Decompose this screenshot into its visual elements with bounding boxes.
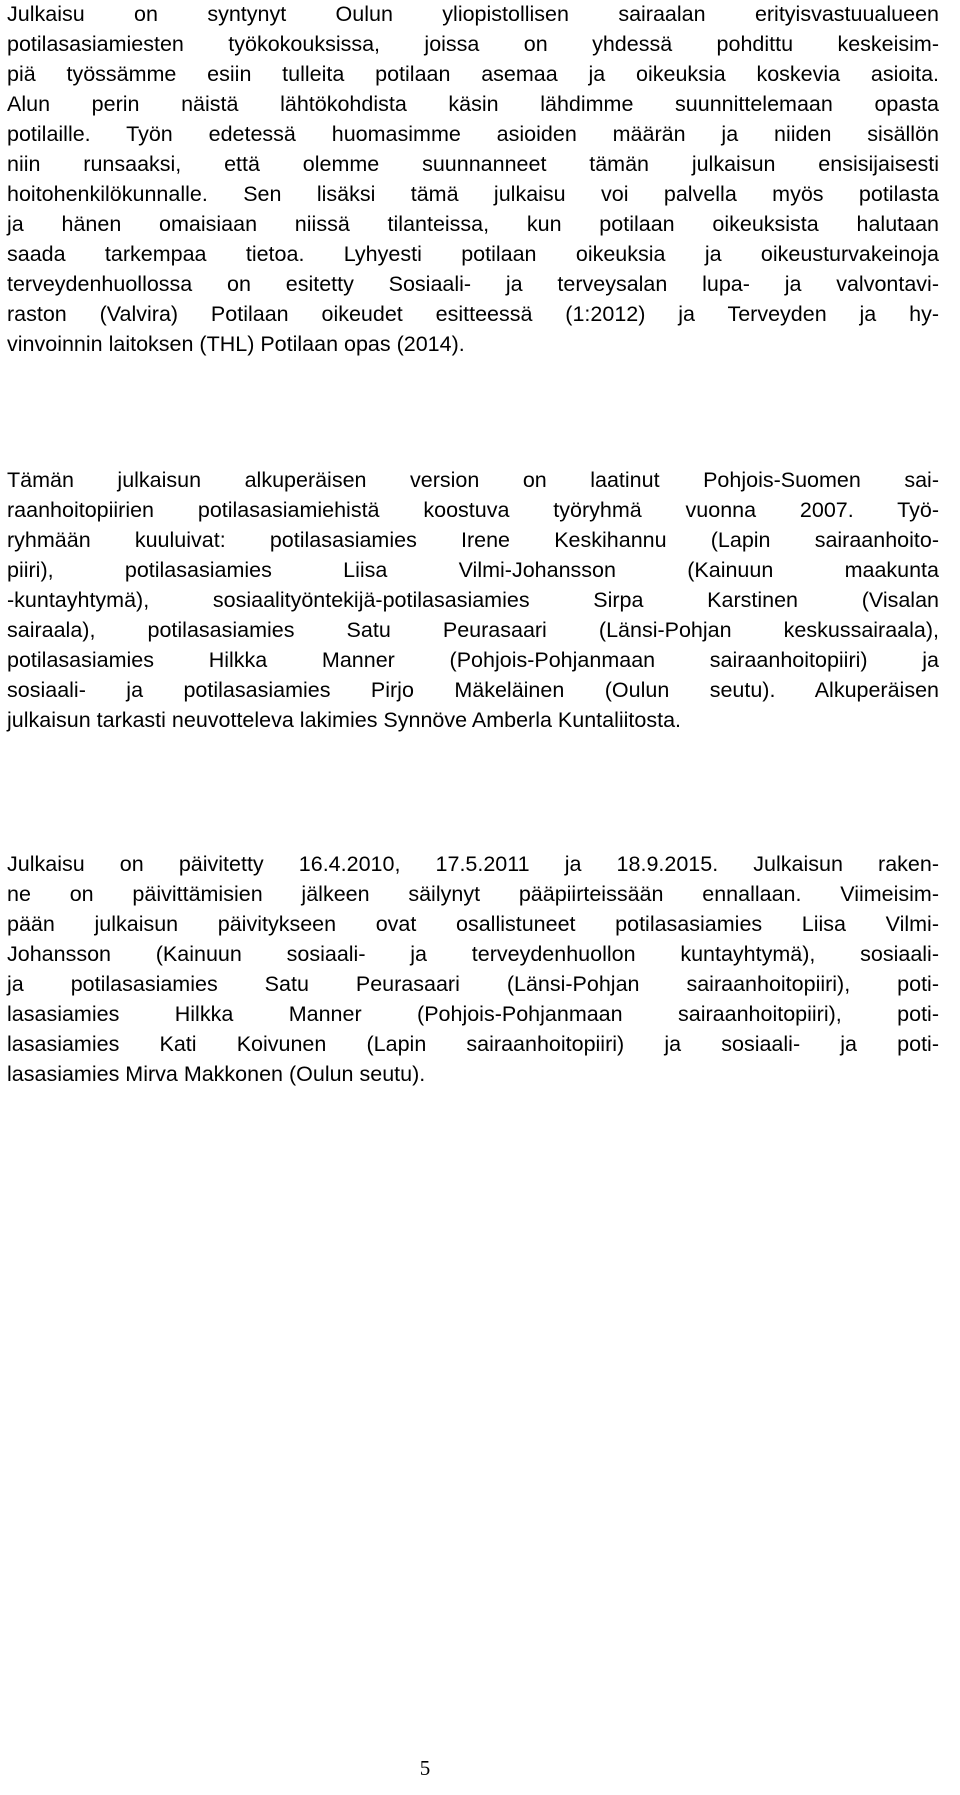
text-line: -kuntayhtymä), sosiaalityöntekijä-potilasasiamies Sirpa Karstinen (Visalan xyxy=(7,588,939,612)
text-line: potilasasiamies Hilkka Manner (Pohjois-Pohjanmaan sairaanhoitopiiri) ja xyxy=(7,648,939,672)
text-line: piiri), potilasasiamies Liisa Vilmi-Johansson (Kainuun maakunta xyxy=(7,558,939,582)
text-line: pään julkaisun päivitykseen ovat osallistuneet potilasasiamies Liisa Vilmi- xyxy=(7,912,939,936)
text-line: julkaisun tarkasti neuvotteleva lakimies Synnöve Amberla Kuntaliitosta. xyxy=(7,708,682,732)
text-line: potilasasiamiesten työkokouksissa, joissa on yhdessä pohdittu keskeisim- xyxy=(7,32,939,56)
paragraph-intro xyxy=(7,0,939,359)
text-line: raston (Valvira) Potilaan oikeudet esitteessä (1:2012) ja Terveyden ja hy- xyxy=(7,302,939,326)
text-line: ne on päivittämisien jälkeen säilynyt pääpiirteissään ennallaan. Viimeisim- xyxy=(7,882,939,906)
text-line: terveydenhuollossa on esitetty Sosiaali- ja terveysalan lupa- ja valvontavi- xyxy=(7,272,939,296)
text-line: Johansson (Kainuun sosiaali- ja terveydenhuollon kuntayhtymä), sosiaali- xyxy=(7,942,939,966)
text-line: Alun perin näistä lähtökohdista käsin lähdimme suunnittelemaan opasta xyxy=(7,92,939,116)
text-line: Julkaisu on syntynyt Oulun yliopistollisen sairaalan erityisvastuualueen xyxy=(7,2,939,26)
paragraph-working-group xyxy=(7,465,939,735)
text-line: lasasiamies Kati Koivunen (Lapin sairaanhoitopiiri) ja sosiaali- ja poti- xyxy=(7,1032,939,1056)
text-line: sosiaali- ja potilasasiamies Pirjo Mäkeläinen (Oulun seutu). Alkuperäisen xyxy=(7,678,939,702)
text-line: ja potilasasiamies Satu Peurasaari (Länsi-Pohjan sairaanhoitopiiri), poti- xyxy=(7,972,939,996)
text-line: lasasiamies Mirva Makkonen (Oulun seutu). xyxy=(7,1062,426,1086)
text-line: potilaille. Työn edetessä huomasimme asioiden määrän ja niiden sisällön xyxy=(7,122,939,146)
text-line: ryhmään kuuluivat: potilasasiamies Irene Keskihannu (Lapin sairaanhoito- xyxy=(7,528,939,552)
text-line: Tämän julkaisun alkuperäisen version on laatinut Pohjois-Suomen sai- xyxy=(7,468,939,492)
text-line: vinvoinnin laitoksen (THL) Potilaan opas (2014). xyxy=(7,332,465,356)
text-line: raanhoitopiirien potilasasiamiehistä koostuva työryhmä vuonna 2007. Työ- xyxy=(7,498,939,522)
text-line: lasasiamies Hilkka Manner (Pohjois-Pohjanmaan sairaanhoitopiiri), poti- xyxy=(7,1002,939,1026)
page-number: 5 xyxy=(419,1756,431,1780)
paragraph-updates xyxy=(7,849,939,1089)
text-line: piä työssämme esiin tulleita potilaan asemaa ja oikeuksia koskevia asioita. xyxy=(7,62,939,86)
text-line: hoitohenkilökunnalle. Sen lisäksi tämä julkaisu voi palvella myös potilasta xyxy=(7,182,939,206)
text-line: Julkaisu on päivitetty 16.4.2010, 17.5.2011 ja 18.9.2015. Julkaisun raken- xyxy=(7,852,939,876)
text-line: sairaala), potilasasiamies Satu Peurasaari (Länsi-Pohjan keskussairaala), xyxy=(7,618,939,642)
text-line: saada tarkempaa tietoa. Lyhyesti potilaan oikeuksia ja oikeusturvakeinoja xyxy=(7,242,939,266)
text-line: ja hänen omaisiaan niissä tilanteissa, kun potilaan oikeuksista halutaan xyxy=(7,212,939,236)
text-line: niin runsaaksi, että olemme suunnanneet tämän julkaisun ensisijaisesti xyxy=(7,152,939,176)
